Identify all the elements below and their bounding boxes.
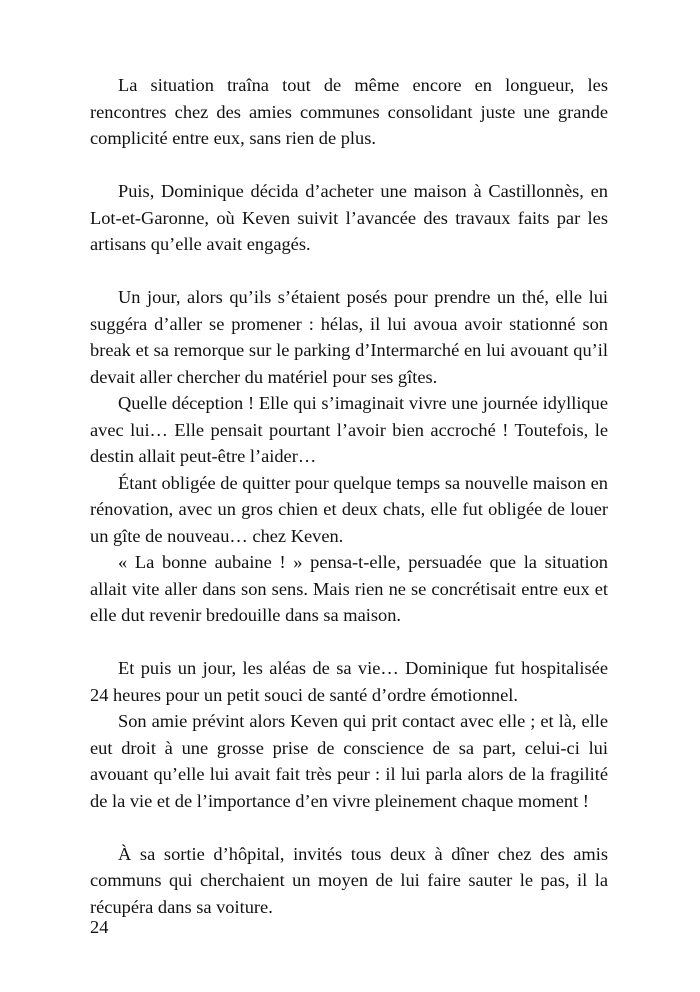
paragraph-6: « La bonne aubaine ! » pensa-t-elle, persuadée que la situation allait vite aller dans son sens. Mais rien ne se concrétisait entre eux et elle dut revenir bredouille dans sa maison. <box>90 552 608 625</box>
paragraph-9: À sa sortie d’hôpital, invités tous deux à dîner chez des amis communs qui cherchaient un moyen de lui faire sauter le pas, il la récupéra dans sa voiture. <box>90 843 608 917</box>
paragraph-2: Puis, Dominique décida d’acheter une maison à Castillonnès, en Lot-et-Garonne, où Keven suivit l’avancée des travaux faits par les artisans qu’elle avait engagés. <box>90 181 608 254</box>
paragraph-7: Et puis un jour, les aléas de sa vie… Dominique fut hospitalisée 24 heures pour un petit souci de santé d’ordre émotionnel. <box>90 658 608 705</box>
paragraph-8: Son amie prévint alors Keven qui prit contact avec elle ; et là, elle eut droit à une grosse prise de conscience de sa part, celui-ci lui avouant qu’elle lui avait fait très peur : il lui parla alors de la fragilité de la vie et de l’importance d’en vivre pleinement chaque moment ! <box>90 711 608 811</box>
body-text <box>90 72 608 920</box>
paragraph-4: Quelle déception ! Elle qui s’imaginait vivre une journée idyllique avec lui… Elle pensait pourtant l’avoir bien accroché ! Toutefois, le destin allait peut-être l’aider… <box>90 393 608 466</box>
paragraph-1: La situation traîna tout de même encore en longueur, les rencontres chez des amies communes consolidant juste une grande complicité entre eux, sans rien de plus. <box>90 75 608 148</box>
paragraph-5: Étant obligée de quitter pour quelque temps sa nouvelle maison en rénovation, avec un gros chien et deux chats, elle fut obligée de louer un gîte de nouveau… chez Keven. <box>90 472 608 546</box>
page-number: 24 <box>90 917 109 937</box>
paragraph-3: Un jour, alors qu’ils s’étaient posés pour prendre un thé, elle lui suggéra d’aller se promener : hélas, il lui avoua avoir stationné son break et sa remorque sur le parking d’Intermarché en lui avouant qu’il devait aller chercher du matériel pour ses gîtes. <box>90 287 608 387</box>
